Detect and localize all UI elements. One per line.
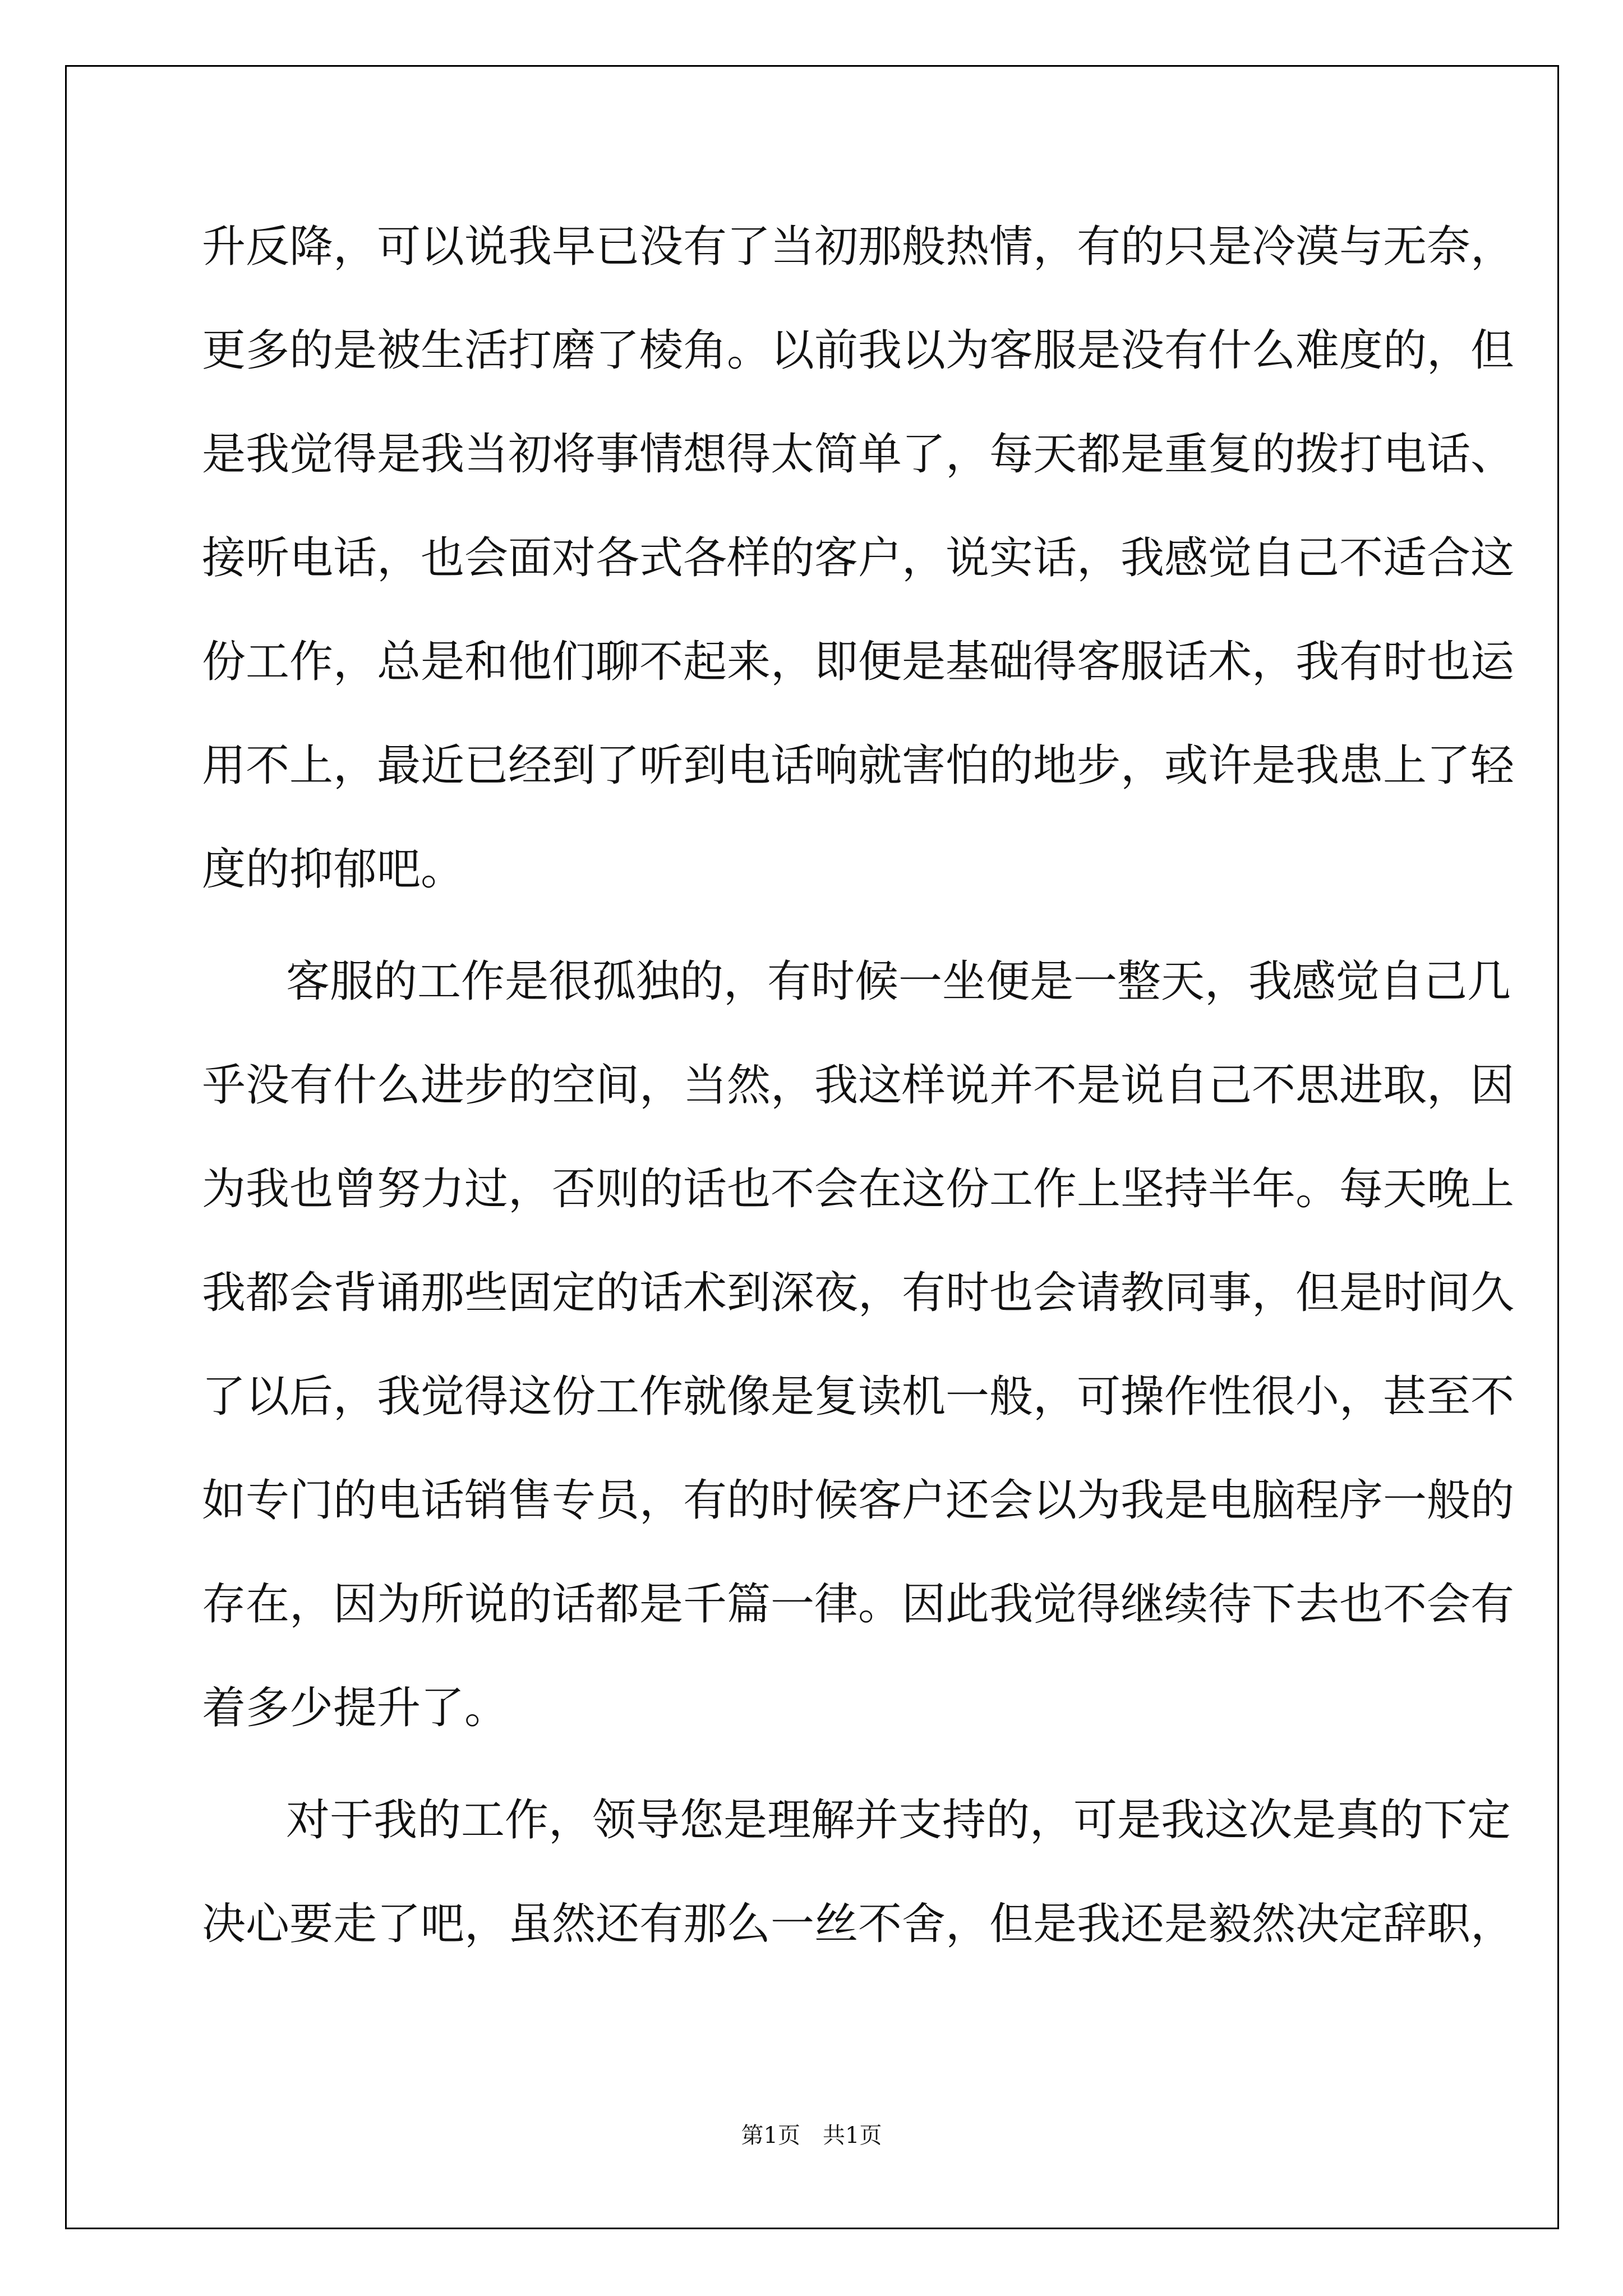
text-line: 是我觉得是我当初将事情想得太简单了，每天都是重复的拨打电话、 xyxy=(202,429,1515,480)
text-line: 乎没有什么进步的空间，当然，我这样说并不是说自己不思进取，因 xyxy=(202,1060,1515,1111)
text-line: 决心要走了吧，虽然还有那么一丝不舍，但是我还是毅然决定辞职， xyxy=(202,1899,1515,1949)
text-line: 存在，因为所说的话都是千篇一律。因此我觉得继续待下去也不会有 xyxy=(202,1579,1515,1630)
text-line: 如专门的电话销售专员，有的时候客户还会以为我是电脑程序一般的 xyxy=(202,1475,1515,1526)
text-line: 份工作，总是和他们聊不起来，即便是基础得客服话术，我有时也运 xyxy=(202,637,1515,687)
text-line: 度的抑郁吧。 xyxy=(202,844,465,895)
text-line: 着多少提升了。 xyxy=(202,1683,509,1733)
page-footer: 第1页 共1页 xyxy=(741,2123,882,2148)
text-line: 为我也曾努力过，否则的话也不会在这份工作上坚持半年。每天晚上 xyxy=(202,1164,1515,1214)
text-line: 用不上，最近已经到了听到电话响就害怕的地步，或许是我患上了轻 xyxy=(202,740,1515,791)
paragraph-start-line: 对于我的工作，领导您是理解并支持的，可是我这次是真的下定 xyxy=(286,1795,1511,1846)
text-line: 更多的是被生活打磨了棱角。以前我以为客服是没有什么难度的，但 xyxy=(202,325,1515,376)
text-line: 了以后，我觉得这份工作就像是复读机一般，可操作性很小，甚至不 xyxy=(202,1372,1515,1422)
document-body xyxy=(202,195,1515,1976)
text-line: 接听电话，也会面对各式各样的客户，说实话，我感觉自己不适合这 xyxy=(202,533,1515,583)
paragraph-start-line: 客服的工作是很孤独的，有时候一坐便是一整天，我感觉自己几 xyxy=(286,956,1511,1007)
text-line: 我都会背诵那些固定的话术到深夜，有时也会请教同事，但是时间久 xyxy=(202,1268,1515,1318)
text-line: 升反降，可以说我早已没有了当初那般热情，有的只是冷漠与无奈， xyxy=(202,222,1515,272)
